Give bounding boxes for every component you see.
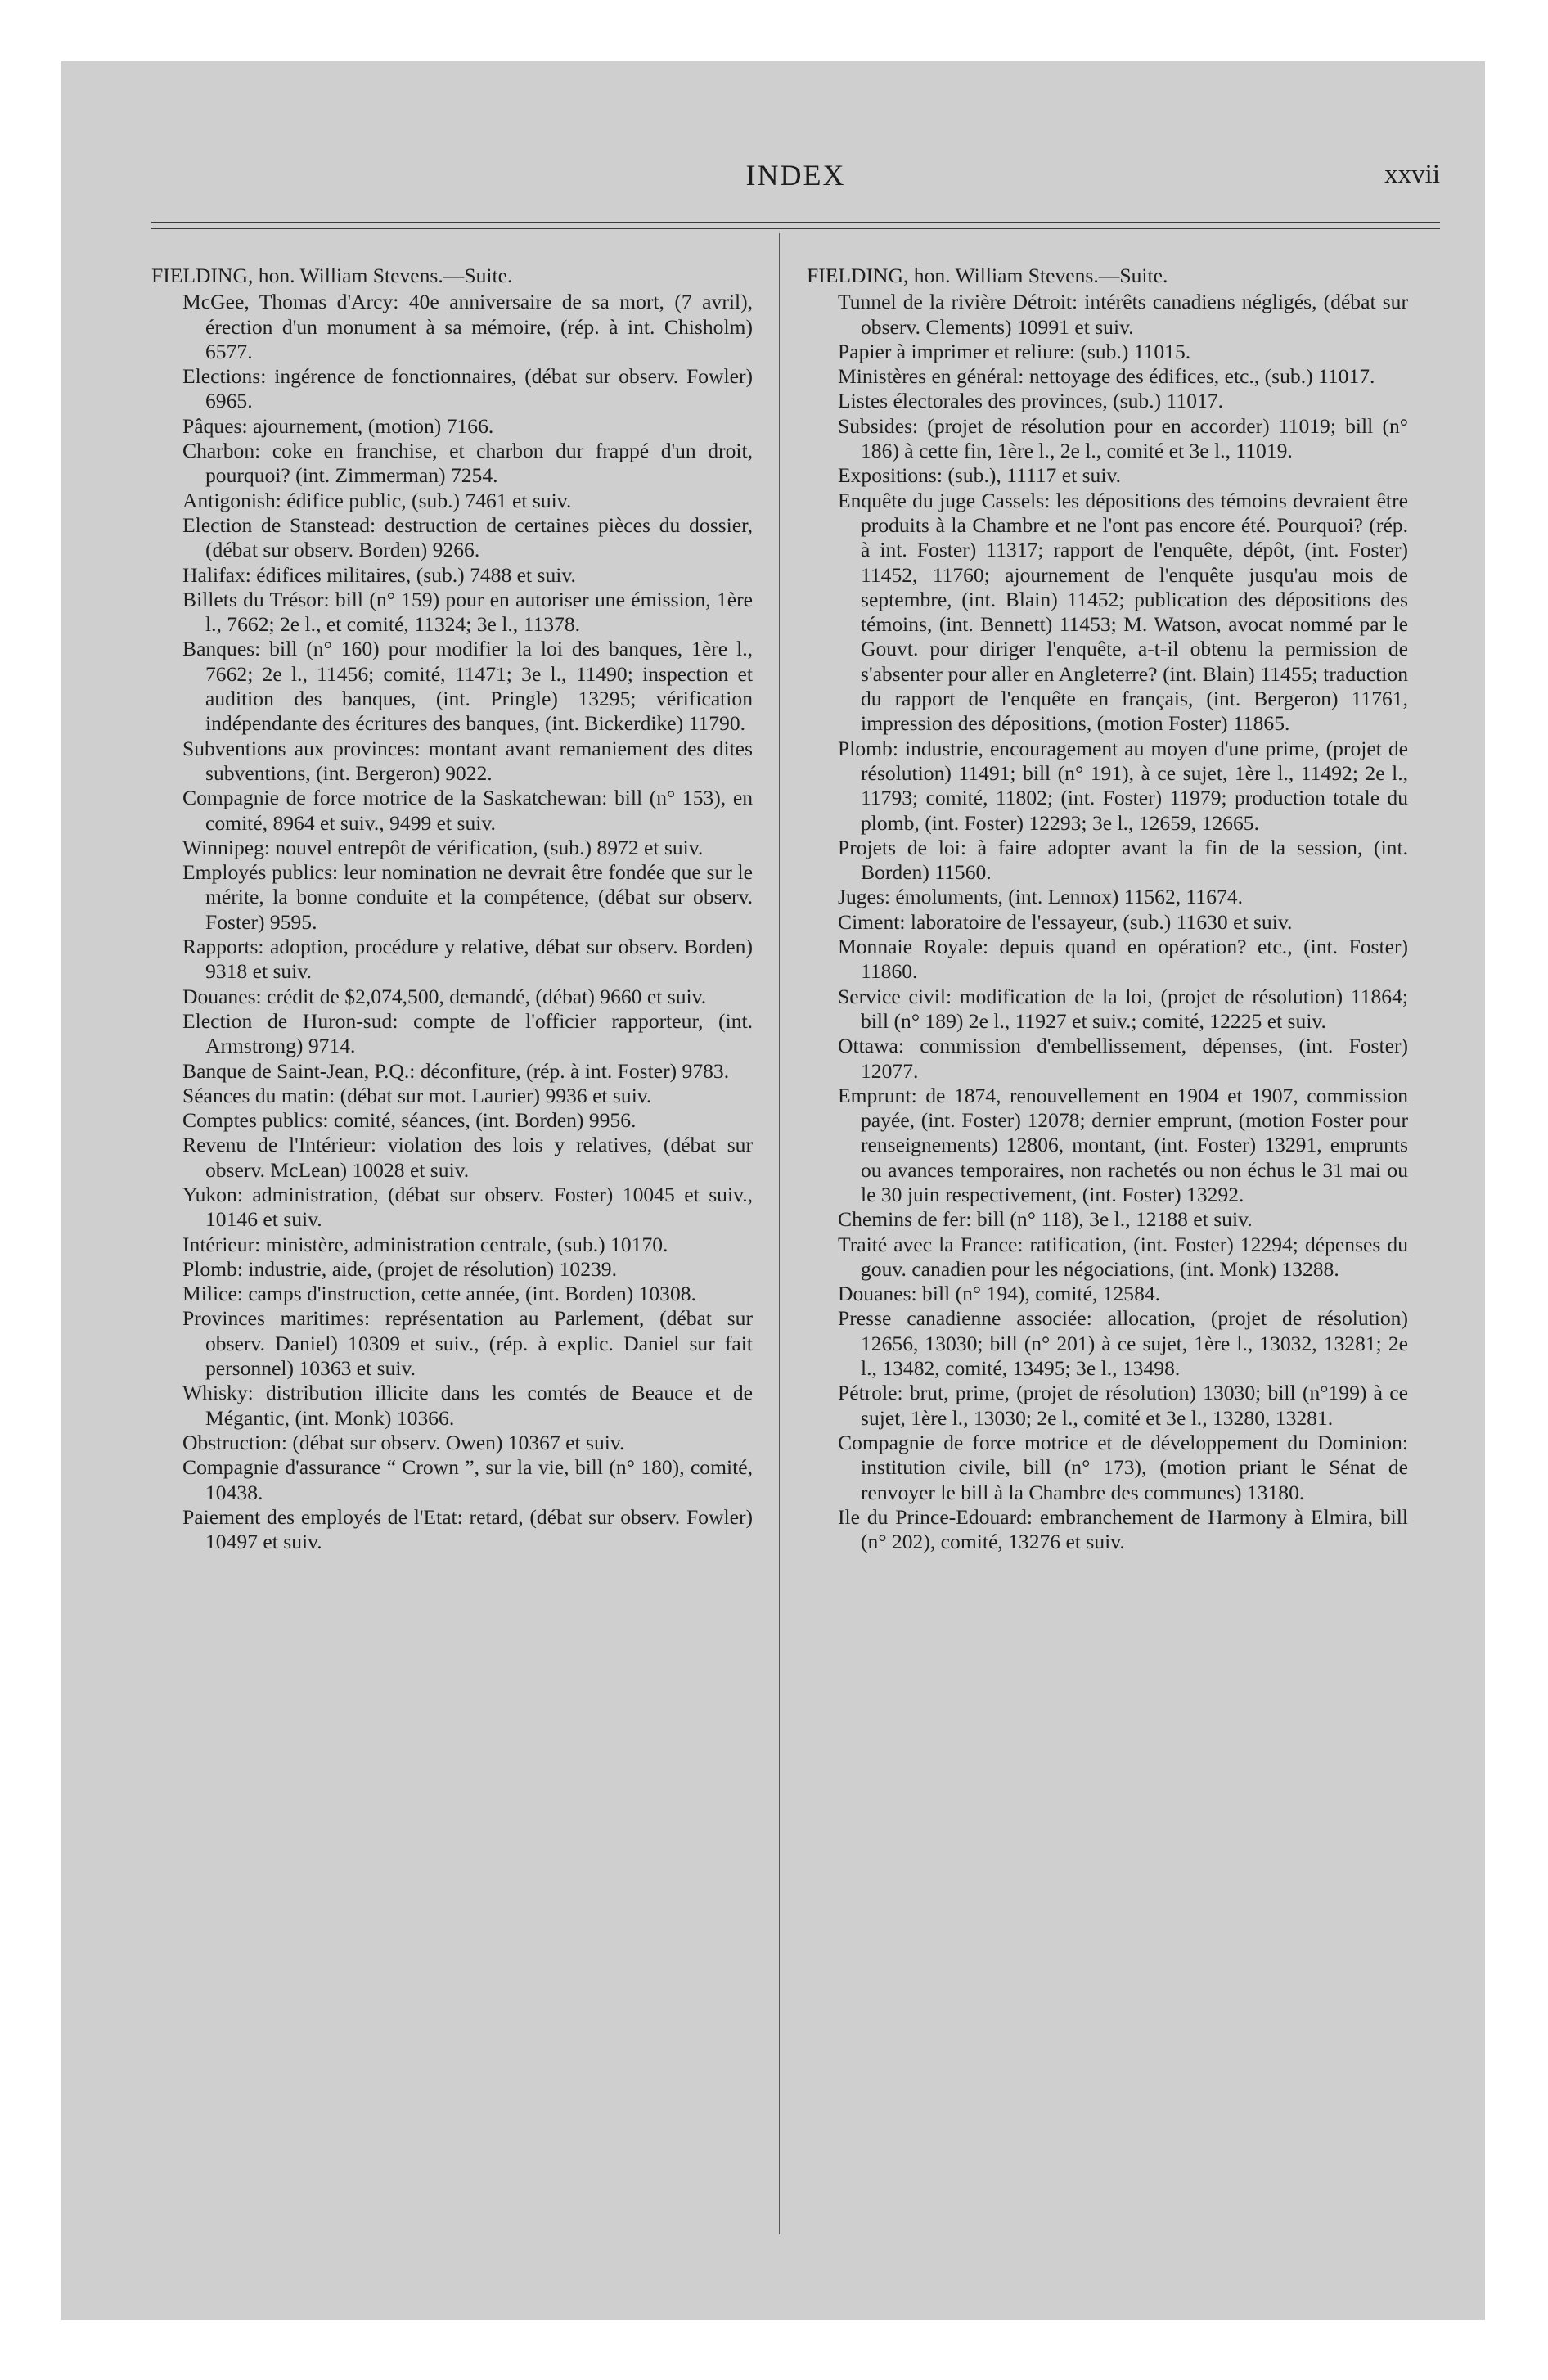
index-entry: Douanes: bill (n° 194), comité, 12584. — [838, 1282, 1161, 1306]
index-entry: Provinces maritimes: représentation au Parlement, (débat sur observ. Daniel) 10309 et suiv., (rép. à explic. Daniel sur fait personnel) 10363 et suiv. — [182, 1306, 753, 1381]
page-number: xxvii — [1384, 160, 1440, 189]
index-entry: Whisky: distribution illicite dans les comtés de Beauce et de Mégantic, (int. Monk) 10366. — [182, 1381, 753, 1430]
index-entry: Halifax: édifices militaires, (sub.) 7488 et suiv. — [182, 562, 576, 587]
index-entry: Enquête du juge Cassels: les dépositions des témoins devraient être produits à la Chambre et ne l'ont pas encore été. Pourquoi? (rép. à int. Foster) 11317; rapport de l'enquête, dépôt, (int. Foster) 11452, 11760; ajournement de l'enquête jusqu'au mois de septembre, (int. Blain) 11452; publication des dépositions des témoins, (int. Bennett) 11453; M. Watson, avocat nommé par le Gouvt. pour diriger l'enquête, a-t-il obtenu la permission de s'absenter pour aller en Angleterre? (int. Blain) 11455; traduction du rapport de l'enquête en français, (int. Bergeron) 11761, impression des dépositions, (motion Foster) 11865. — [838, 488, 1408, 736]
index-entry: Comptes publics: comité, séances, (int. Borden) 9956. — [182, 1108, 637, 1133]
index-entry: Papier à imprimer et reliure: (sub.) 11015. — [838, 339, 1191, 363]
index-entry: Banque de Saint-Jean, P.Q.: déconfiture, (rép. à int. Foster) 9783. — [182, 1058, 730, 1083]
left-column — [151, 264, 753, 1554]
scanned-page — [61, 61, 1485, 2320]
index-entry: Rapports: adoption, procédure y relative, débat sur observ. Borden) 9318 et suiv. — [182, 935, 753, 984]
index-entry: Ciment: laboratoire de l'essayeur, (sub.) 11630 et suiv. — [838, 909, 1293, 934]
index-entry: Listes électorales des provinces, (sub.) 11017. — [838, 389, 1223, 413]
index-entry: Plomb: industrie, aide, (projet de résolution) 10239. — [182, 1256, 617, 1281]
index-entry: Ottawa: commission d'embellissement, dépenses, (int. Foster) 12077. — [838, 1034, 1408, 1083]
index-entry: Séances du matin: (débat sur mot. Laurier) 9936 et suiv. — [182, 1083, 652, 1107]
index-entry: Obstruction: (débat sur observ. Owen) 10367 et suiv. — [182, 1430, 625, 1454]
index-entry: Chemins de fer: bill (n° 118), 3e l., 12188 et suiv. — [838, 1207, 1253, 1232]
index-entry: Winnipeg: nouvel entrepôt de vérification, (sub.) 8972 et suiv. — [182, 835, 704, 859]
index-entry: Banques: bill (n° 160) pour modifier la loi des banques, 1ère l., 7662; 2e l., 11456; comité, 11471; 3e l., 11490; inspection et audition des banques, (int. Pringle) 13295; vérification indépendante des écritures des banques, (int. Bickerdike) 11790. — [182, 637, 753, 736]
index-entry: Traité avec la France: ratification, (int. Foster) 12294; dépenses du gouv. canadien pour les négociations, (int. Monk) 13288. — [838, 1232, 1408, 1281]
index-entry: Charbon: coke en franchise, et charbon dur frappé d'un droit, pourquoi? (int. Zimmerman) 7254. — [182, 439, 753, 488]
column-heading: FIELDING, hon. William Stevens.—Suite. — [151, 264, 513, 287]
index-entry: Monnaie Royale: depuis quand en opération? etc., (int. Foster) 11860. — [838, 935, 1408, 984]
index-entry: Pétrole: brut, prime, (projet de résolution) 13030; bill (n°199) à ce sujet, 1ère l., 13030; 2e l., comité et 3e l., 13280, 13281. — [838, 1381, 1408, 1430]
index-entry: Compagnie d'assurance “ Crown ”, sur la vie, bill (n° 180), comité, 10438. — [182, 1455, 753, 1504]
index-entry: Antigonish: édifice public, (sub.) 7461 et suiv. — [182, 488, 572, 512]
index-entry: Plomb: industrie, encouragement au moyen d'une prime, (projet de résolution) 11491; bill (n° 191), à ce sujet, 1ère l., 11492; 2e l., 11793; comité, 11802; (int. Foster) 11979; production totale du plomb, (int. Foster) 12293; 3e l., 12659, 12665. — [838, 736, 1408, 835]
index-entry: Douanes: crédit de $2,074,500, demandé, (débat) 9660 et suiv. — [182, 984, 707, 1008]
index-entry: Emprunt: de 1874, renouvellement en 1904 et 1907, commission payée, (int. Foster) 12078; dernier emprunt, (motion Foster pour renseignements) 12806, montant, (int. Foster) 13291, emprunts ou avances temporaires, non rachetés ou non échus le 31 mai ou le 30 juin respectivement, (int. Foster) 13292. — [838, 1083, 1408, 1206]
header-rule-top — [151, 222, 1440, 223]
index-entry: Pâques: ajournement, (motion) 7166. — [182, 413, 494, 438]
index-entry: Employés publics: leur nomination ne devrait être fondée que sur le mérite, la bonne conduite et la compétence, (débat sur observ. Foster) 9595. — [182, 860, 753, 934]
index-entry: Paiement des employés de l'Etat: retard, (débat sur observ. Fowler) 10497 et suiv. — [182, 1504, 753, 1554]
page-header — [151, 158, 1440, 199]
column-divider — [779, 233, 780, 2234]
index-entry: Intérieur: ministère, administration centrale, (sub.) 10170. — [182, 1232, 668, 1256]
right-column — [807, 264, 1408, 1554]
index-entry: Revenu de l'Intérieur: violation des lois y relatives, (débat sur observ. McLean) 10028 et suiv. — [182, 1133, 753, 1182]
index-entry: Billets du Trésor: bill (n° 159) pour en autoriser une émission, 1ère l., 7662; 2e l., et comité, 11324; 3e l., 11378. — [182, 587, 753, 637]
column-heading: FIELDING, hon. William Stevens.—Suite. — [807, 264, 1168, 287]
index-entry: Compagnie de force motrice de la Saskatchewan: bill (n° 153), en comité, 8964 et suiv., 9499 et suiv. — [182, 786, 753, 835]
index-entry: Milice: camps d'instruction, cette année, (int. Borden) 10308. — [182, 1282, 696, 1306]
index-entry: Presse canadienne associée: allocation, (projet de résolution) 12656, 13030; bill (n° 201) à ce sujet, 1ère l., 13032, 13281; 2e l., 13482, comité, 13495; 3e l., 13498. — [838, 1306, 1408, 1381]
index-entry: Juges: émoluments, (int. Lennox) 11562, 11674. — [838, 885, 1243, 909]
index-entry: McGee, Thomas d'Arcy: 40e anniversaire de sa mort, (7 avril), érection d'un monument à sa mémoire, (rép. à int. Chisholm) 6577. — [182, 290, 753, 363]
header-rule-bottom — [151, 228, 1440, 229]
index-entry: Ministères en général: nettoyage des édifices, etc., (sub.) 11017. — [838, 364, 1375, 389]
index-entry: Yukon: administration, (débat sur observ. Foster) 10045 et suiv., 10146 et suiv. — [182, 1182, 753, 1232]
index-entry: Projets de loi: à faire adopter avant la fin de la session, (int. Borden) 11560. — [838, 835, 1408, 885]
index-entry: Expositions: (sub.), 11117 et suiv. — [838, 463, 1121, 488]
index-entry: Subventions aux provinces: montant avant remaniement des dites subventions, (int. Bergeron) 9022. — [182, 736, 753, 785]
index-entry: Election de Stanstead: destruction de certaines pièces du dossier, (débat sur observ. Borden) 9266. — [182, 512, 753, 562]
index-entry: Service civil: modification de la loi, (projet de résolution) 11864; bill (n° 189) 2e l., 11927 et suiv.; comité, 12225 et suiv. — [838, 984, 1408, 1033]
index-entry: Tunnel de la rivière Détroit: intérêts canadiens négligés, (débat sur observ. Clements) 10991 et suiv. — [838, 290, 1408, 339]
index-entry: Subsides: (projet de résolution pour en accorder) 11019; bill (n° 186) à cette fin, 1ère l., 2e l., comité et 3e l., 11019. — [838, 413, 1408, 463]
page-title: INDEX — [745, 159, 846, 192]
index-entry: Compagnie de force motrice et de développement du Dominion: institution civile, bill (n° 173), (motion priant le Sénat de renvoyer le bill à la Chambre des communes) 13180. — [838, 1430, 1408, 1504]
index-entry: Ile du Prince-Edouard: embranchement de Harmony à Elmira, bill (n° 202), comité, 13276 et suiv. — [838, 1504, 1408, 1554]
index-entry: Elections: ingérence de fonctionnaires, (débat sur observ. Fowler) 6965. — [182, 364, 753, 413]
index-entry: Election de Huron-sud: compte de l'officier rapporteur, (int. Armstrong) 9714. — [182, 1008, 753, 1058]
